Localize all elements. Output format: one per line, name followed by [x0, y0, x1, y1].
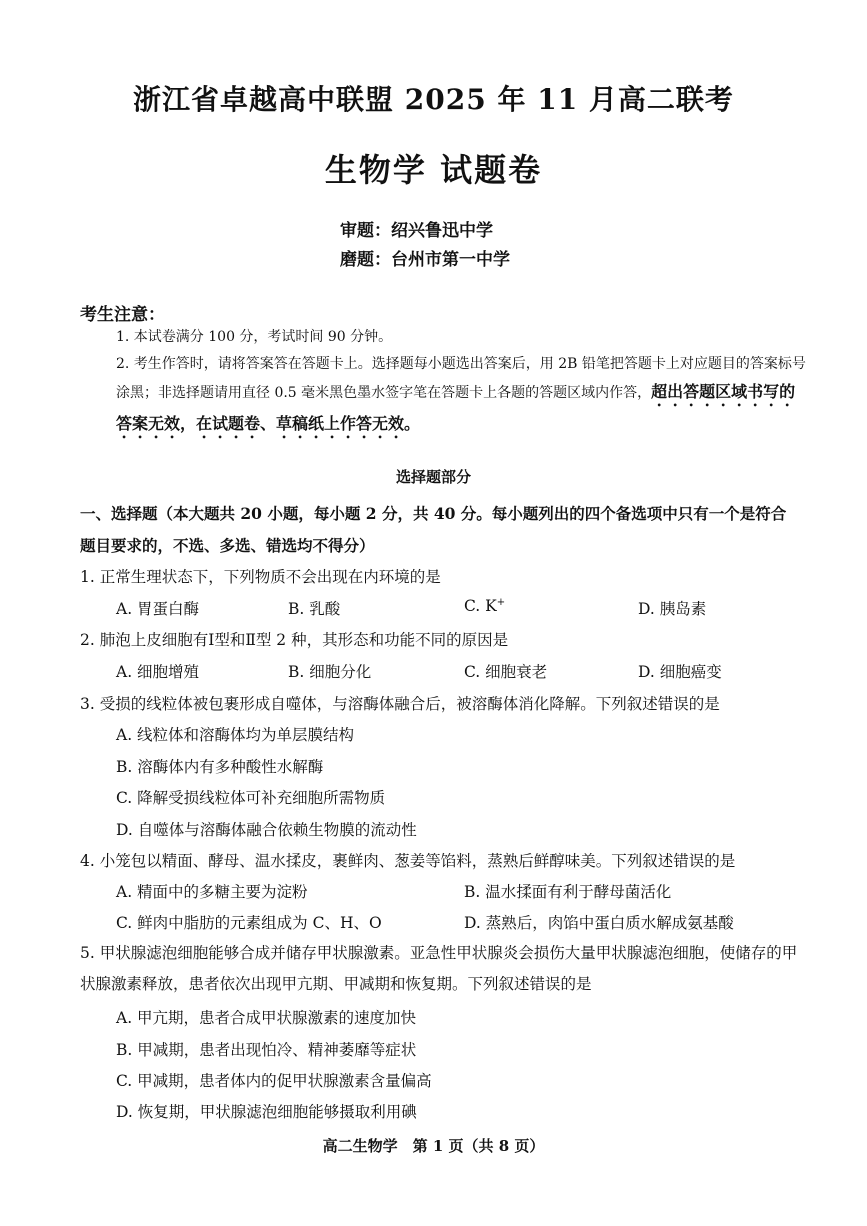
- question-4-stem: 4. 小笼包以精面、酵母、温水揉皮，裹鲜肉、葱姜等馅料，蒸熟后鲜醇味美。下列叙述错误的是: [80, 852, 736, 870]
- page-footer: 高二生物学 第 1 页（共 8 页）: [322, 1137, 545, 1155]
- exam-title: 浙江省卓越高中联盟 2025 年 11 月高二联考: [133, 83, 734, 116]
- notice-item-2: [116, 351, 806, 442]
- question-5-option-c: C. 甲减期，患者体内的促甲状腺激素含量偏高: [116, 1072, 432, 1090]
- question-4-option-b: B. 温水揉面有利于酵母菌活化: [464, 883, 672, 901]
- notice-item-2-text: 2. 考生作答时，请将答案答在答题卡上。选择题每小题选出答案后，用 2B 铅笔把答题卡上对应题目的答案标号涂黑；非选择题请用直径 0.5 毫米黑色墨水签字笔在答题卡上各题的答题区域内作答，: [116, 356, 806, 401]
- question-2-option-c: C. 细胞衰老: [464, 663, 548, 681]
- question-3-option-d: D. 自噬体与溶酶体融合依赖生物膜的流动性: [116, 821, 417, 839]
- question-4-option-a: A. 精面中的多糖主要为淀粉: [116, 883, 308, 901]
- section-heading: 选择题部分: [395, 468, 471, 486]
- notice-item-1: 1. 本试卷满分 100 分，考试时间 90 分钟。: [116, 329, 393, 345]
- part-heading: 一、选择题（本大题共 20 小题，每小题 2 分，共 40 分。每小题列出的四个备选项中只有一个是符合题目要求的，不选、多选、错选均不得分）: [80, 504, 787, 555]
- polisher-line: 磨题：台州市第一中学: [340, 250, 510, 270]
- question-3-option-c: C. 降解受损线粒体可补充细胞所需物质: [116, 789, 386, 807]
- question-2-option-a: A. 细胞增殖: [116, 663, 200, 681]
- question-1-option-a: A. 胃蛋白酶: [116, 600, 200, 618]
- question-1-option-c-text: C. K: [464, 597, 497, 616]
- question-5-option-a: A. 甲亢期，患者合成甲状腺激素的速度加快: [116, 1009, 417, 1027]
- superscript-plus: +: [496, 597, 506, 608]
- question-5-option-d: D. 恢复期，甲状腺滤泡细胞能够摄取利用碘: [116, 1103, 417, 1121]
- question-2-stem: 2. 肺泡上皮细胞有Ⅰ型和Ⅱ型 2 种，其形态和功能不同的原因是: [80, 631, 509, 649]
- question-3-option-a: A. 线粒体和溶酶体均为单层膜结构: [116, 726, 355, 744]
- question-4-option-c: C. 鲜肉中脂肪的元素组成为 C、H、O: [116, 914, 382, 932]
- question-1-option-b: B. 乳酸: [288, 600, 341, 618]
- reviewer-line: 审题：绍兴鲁迅中学: [340, 221, 493, 241]
- question-2-option-b: B. 细胞分化: [288, 663, 372, 681]
- question-4-option-d: D. 蒸熟后，肉馅中蛋白质水解成氨基酸: [464, 914, 734, 932]
- question-1-option-c: [464, 597, 505, 615]
- paper-title: 生物学 试题卷: [324, 151, 543, 189]
- question-2-option-d: D. 细胞癌变: [638, 663, 722, 681]
- question-1-option-d: D. 胰岛素: [638, 600, 707, 618]
- question-5-option-b: B. 甲减期，患者出现怕冷、精神萎靡等症状: [116, 1041, 417, 1059]
- notice-item-2-emphasis: 超出答题区域书写的答案无效，在试题卷、草稿纸上作答无效。: [116, 382, 796, 433]
- question-5-stem: 5. 甲状腺滤泡细胞能够合成并储存甲状腺激素。亚急性甲状腺炎会损伤大量甲状腺滤泡细胞，使储存的甲状腺激素释放，患者依次出现甲亢期、甲减期和恢复期。下列叙述错误的是: [80, 944, 798, 993]
- notice-heading: 考生注意：: [80, 305, 165, 325]
- question-3-option-b: B. 溶酶体内有多种酸性水解酶: [116, 758, 324, 776]
- question-1-stem: 1. 正常生理状态下，下列物质不会出现在内环境的是: [80, 568, 441, 586]
- question-3-stem: 3. 受损的线粒体被包裹形成自噬体，与溶酶体融合后，被溶酶体消化降解。下列叙述错误的是: [80, 695, 720, 713]
